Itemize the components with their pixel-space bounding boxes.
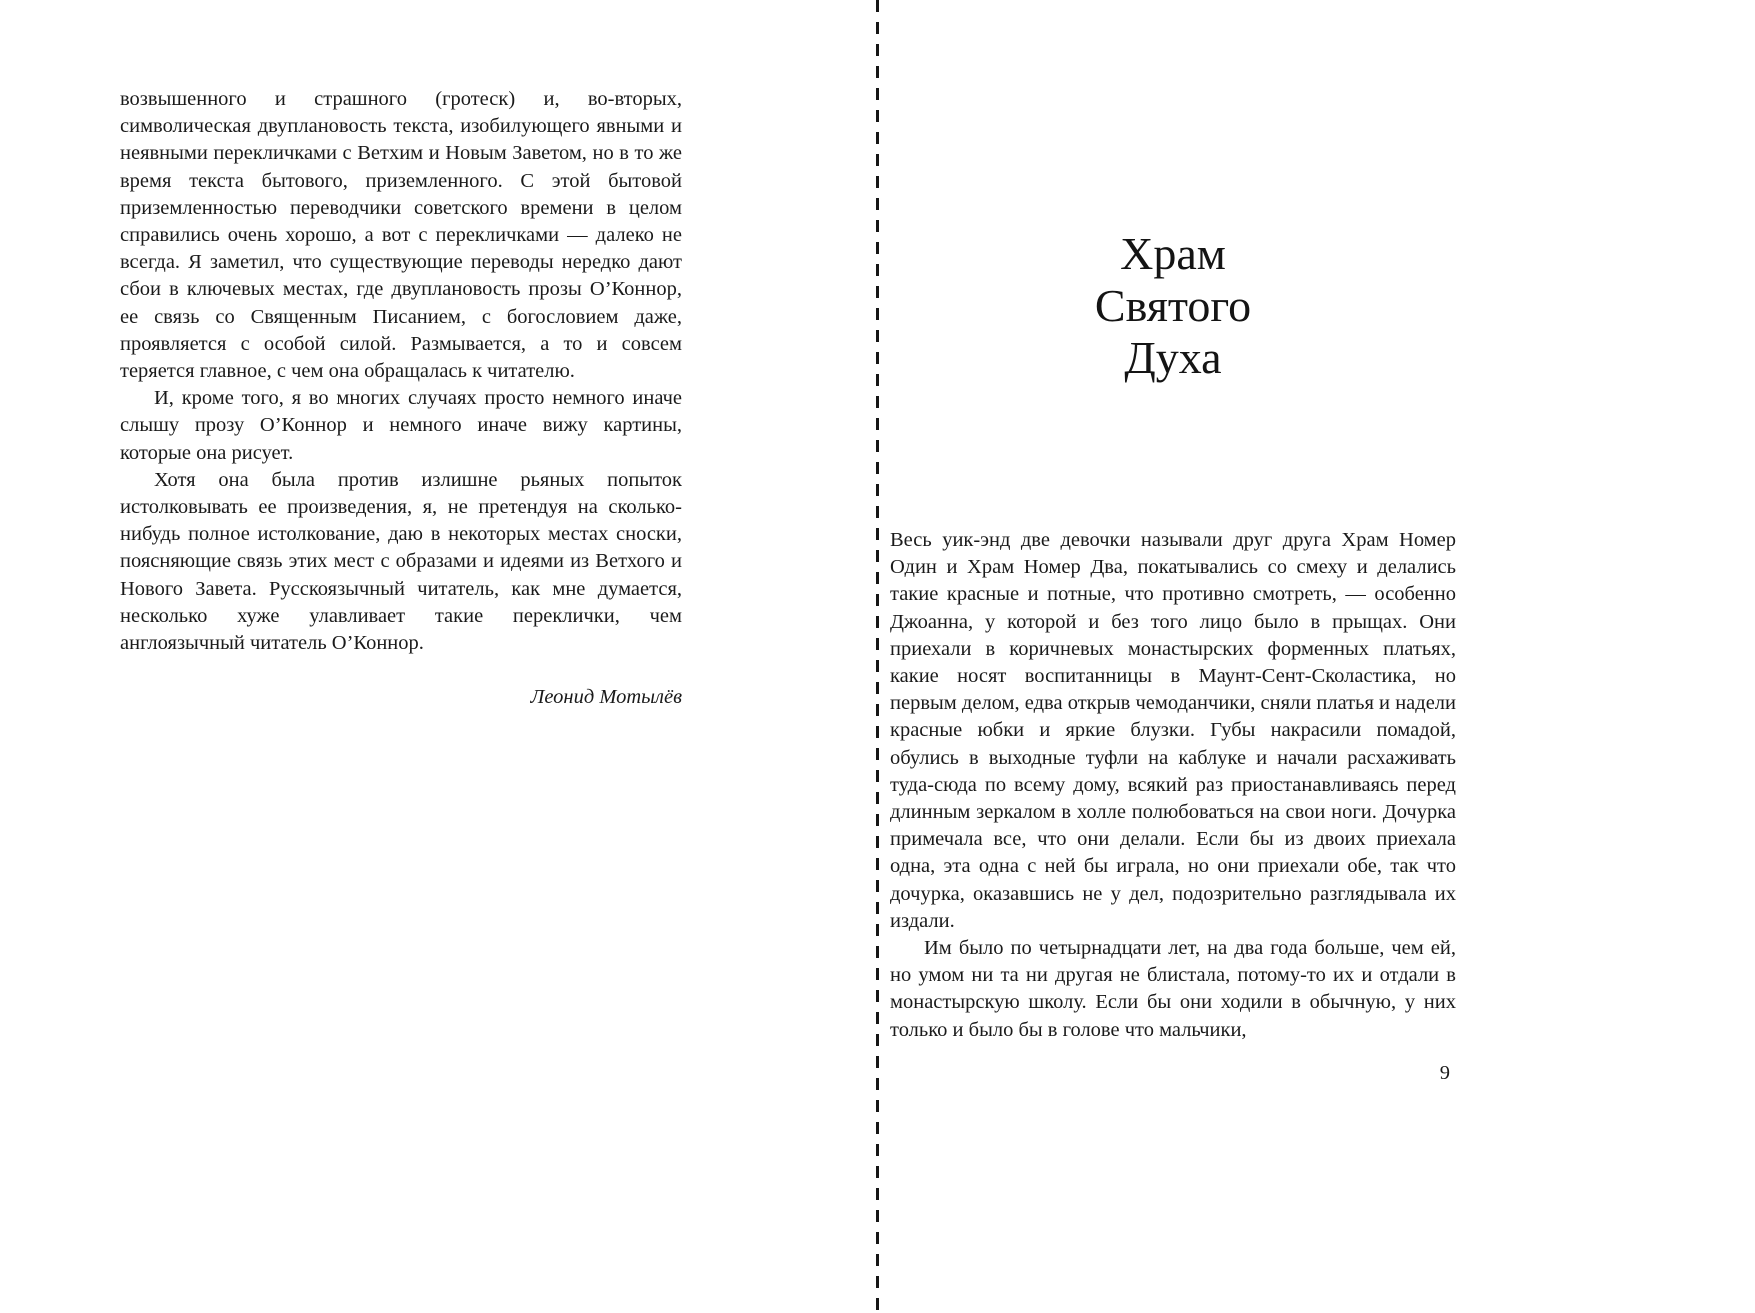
chapter-title-line: Святого — [1094, 280, 1252, 331]
paragraph-preface: И, кроме того, я во многих случаях просто немного иначе слышу прозу О’Коннор и немного иначе вижу картины, которые она рисует. — [120, 387, 682, 464]
paragraph-preface: Хотя она была против излишне рьяных попыток истолковывать ее произведения, я, не претендуя на сколько-нибудь полное истолкование, даю в некоторых местах сноски, поясняющие связь этих мест с образами и идеями из Ветхого и Нового Завета. Русскоязычный читатель, как мне думается, несколько хуже улавливает такие переклички, чем англоязычный читатель О’Коннор. — [120, 468, 682, 655]
right-page — [879, 0, 1755, 1313]
chapter-title-line: Духа — [1124, 332, 1222, 383]
paragraph-story: Им было по четырнадцати лет, на два года больше, чем ей, но умом ни та ни другая не блистала, потому-то их и отдали в монастырскую школу. Если бы они ходили в обычную, у них только и было бы в голове что мальчики, — [890, 937, 1456, 1041]
left-page-text-block — [120, 86, 682, 711]
page-number: 9 — [1439, 1062, 1450, 1084]
paragraph-preface-continuation: возвышенного и страшного (гротеск) и, во-вторых, символическая двуплановость текста, изобилующего явными и неявными перекличками с Ветхим и Новым Заветом, но в то же время текста бытового, приземленного. С этой бытовой приземленностью переводчики советского времени в целом справились очень хорошо, а вот с перекличками — далеко не всегда. Я заметил, что существующие переводы нередко дают сбои в ключевых местах, где двуплановость прозы О’Коннор, ее связь со Священным Писанием, с богословием даже, проявляется с особой силой. Размывается, а то и совсем теряется главное, с чем она обращалась к читателю. — [120, 88, 682, 383]
chapter-title-line: Храм — [1120, 228, 1226, 279]
chapter-title — [890, 228, 1456, 384]
left-page — [0, 0, 876, 1313]
right-page-text-block — [890, 527, 1456, 1044]
paragraph-story-opening: Весь уик-энд две девочки называли друг друга Храм Номер Один и Храм Номер Два, покатывались со смеху и делались такие красные и потные, что противно смотреть, — особенно Джоанна, у которой и без того лицо было в прыщах. Они приехали в коричневых монастырских форменных платьях, какие носят воспитанницы в Маунт-Сент-Сколастика, но первым делом, едва открыв чемоданчики, сняли платья и надели красные юбки и яркие блузки. Губы накрасили помадой, обулись в выходные туфли на каблуке и начали расхаживать туда-сюда по всему дому, всякий раз приостанавливаясь перед длинным зеркалом в холле полюбоваться на свои ноги. Дочурка примечала все, что они делали. Если бы из двоих приехала одна, эта одна с ней бы играла, но они приехали обе, так что дочурка, оказавшись не у дел, подозрительно разглядывала их издали. — [890, 529, 1456, 932]
translator-signature: Леонид Мотылёв — [530, 686, 682, 709]
